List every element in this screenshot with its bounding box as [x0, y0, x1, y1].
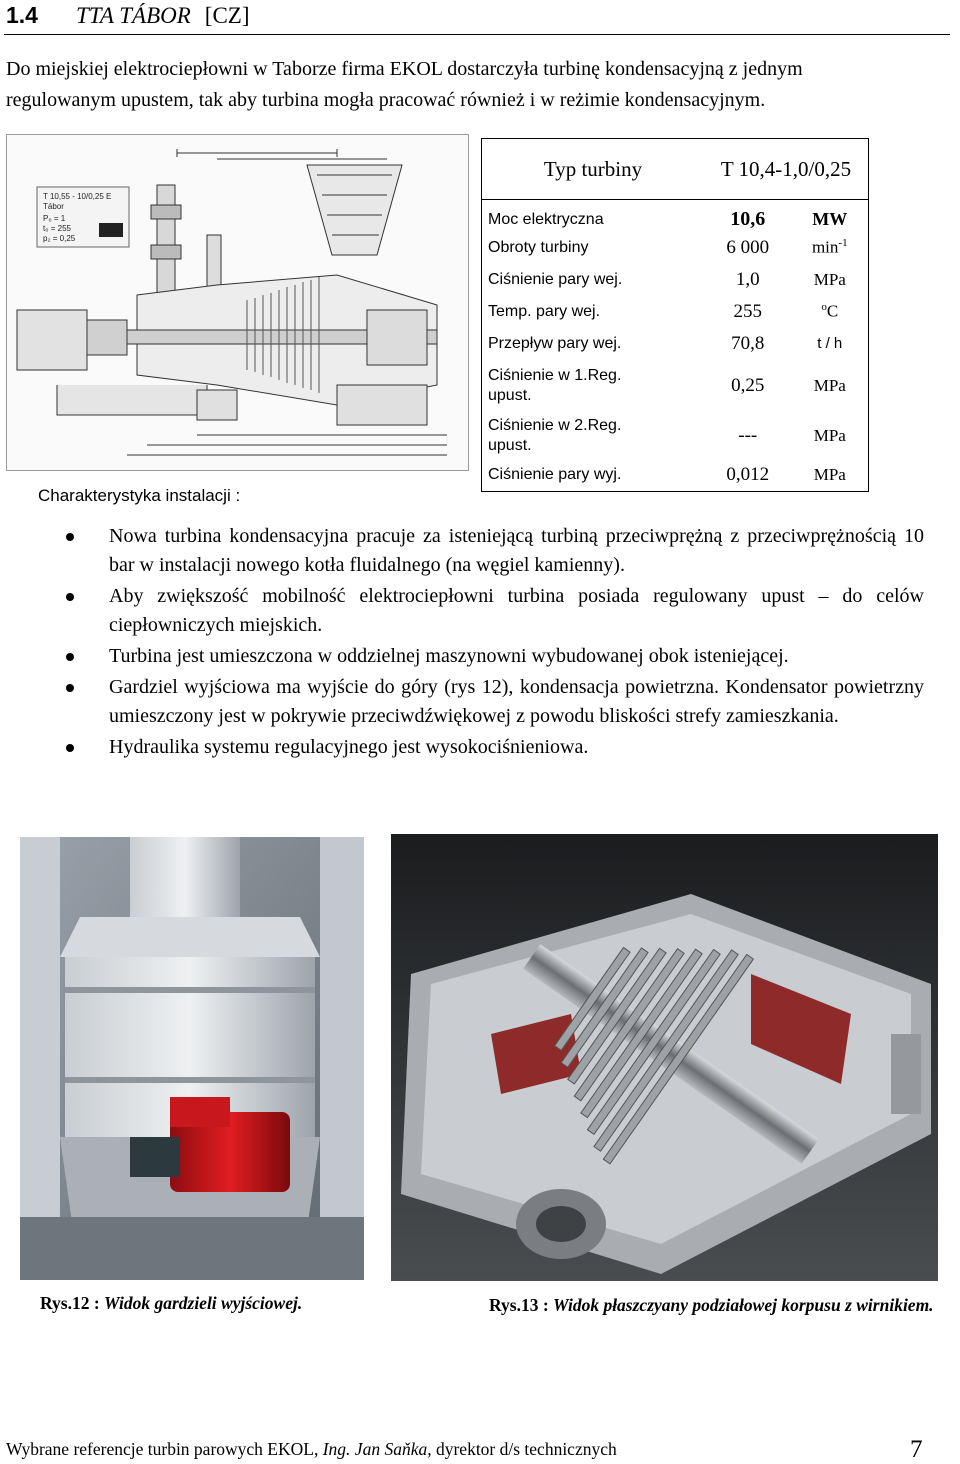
- spec-unit: t / h: [817, 335, 843, 352]
- spec-unit: MPa: [813, 465, 846, 485]
- spec-row: [482, 200, 869, 232]
- spec-value: 0,012: [726, 464, 770, 486]
- stamp-line-4: t₀ = 255: [43, 224, 72, 233]
- spec-row: [482, 460, 869, 492]
- page-footer: [6, 1439, 617, 1460]
- spec-label: Obroty turbiny: [488, 238, 589, 256]
- bullet-dot-icon: [66, 744, 74, 752]
- spec-unit: MPa: [813, 375, 846, 395]
- bullet-text: Gardziel wyjściowa ma wyjście do góry (rys 12), kondensacja powietrzna. Kondensator powietrzny umieszczony jest w pokrywie przeciwdźwiękowej z powodu bliskości strefy zamieszkania.: [109, 676, 924, 727]
- spec-label: Moc elektryczna: [488, 210, 604, 228]
- turbine-drawing-svg: [7, 135, 468, 470]
- bullet-dot-icon: [66, 684, 74, 692]
- exhaust-neck-photo-svg: [20, 837, 364, 1280]
- section-country: [CZ]: [204, 3, 250, 28]
- figure-12-caption: [40, 1293, 302, 1314]
- bullet-text: Aby zwiększość mobilność elektrociepłowni turbina posiada regulowany upust – do celów ciepłowniczych miejskich.: [109, 585, 924, 636]
- turbine-section-drawing: [6, 134, 469, 471]
- page-number: 7: [910, 1436, 923, 1463]
- bullet-item: [66, 642, 924, 671]
- spec-unit-exponent: -1: [838, 237, 848, 250]
- bullet-item: [66, 522, 924, 580]
- fig12-label: Rys.12 :: [40, 1293, 105, 1313]
- bullet-text: Turbina jest umieszczona w oddzielnej maszynowni wybudowanej obok isteniejącej.: [109, 645, 789, 667]
- stamp-line-5: p₂ = 0,25: [43, 234, 76, 243]
- spec-row: [482, 296, 869, 328]
- spec-row: [482, 412, 869, 460]
- casing-rotor-photo-svg: [391, 834, 938, 1281]
- spec-label: Przepływ pary wej.: [488, 334, 622, 352]
- turbine-spec-table: [481, 138, 869, 492]
- bullet-dot-icon: [66, 653, 74, 661]
- spec-value: 1,0: [735, 268, 760, 290]
- bullet-dot-icon: [66, 533, 74, 541]
- bullet-item: [66, 582, 924, 640]
- figure-13-caption: [489, 1293, 939, 1318]
- fig13-text: Widok płaszczyany podziałowej korpusu z wirnikiem.: [553, 1295, 934, 1315]
- spec-unit: MPa: [813, 269, 846, 289]
- section-heading: [6, 2, 426, 32]
- spec-unit: [792, 296, 869, 328]
- feature-bullet-list: [66, 522, 924, 762]
- stamp-line-2: Tábor: [43, 202, 64, 211]
- spec-value: ---: [738, 424, 758, 446]
- fig12-text: Widok gardzieli wyjściowej.: [104, 1293, 303, 1313]
- spec-unit: [792, 232, 869, 264]
- spec-row: [482, 360, 869, 412]
- spec-header-label: Typ turbiny: [482, 139, 705, 200]
- spec-label: Temp. pary wej.: [488, 302, 601, 320]
- spec-header-row: [482, 139, 869, 200]
- spec-header-value: T 10,4-1,0/0,25: [704, 139, 869, 200]
- stamp-line-1: T 10,55 - 10/0,25 E: [43, 192, 112, 201]
- spec-row: [482, 328, 869, 360]
- spec-row: [482, 264, 869, 296]
- fig13-label: Rys.13 :: [489, 1295, 554, 1315]
- footer-prefix: Wybrane referencje turbin parowych EKOL,: [6, 1439, 323, 1459]
- section-title: TTA TÁBOR: [75, 3, 191, 28]
- section-number: 1.4: [6, 2, 38, 28]
- spec-unit-base: C: [826, 301, 839, 321]
- spec-label: Ciśnienie w 1.Reg. upust.: [488, 366, 622, 404]
- spec-value: 6 000: [726, 236, 770, 258]
- spec-unit-base: min: [811, 237, 839, 257]
- spec-unit: MPa: [813, 425, 846, 445]
- spec-label: Ciśnienie w 2.Reg. upust.: [488, 416, 622, 454]
- bullet-item: [66, 733, 924, 762]
- bullet-text: Nowa turbina kondensacyjna pracuje za isteniejącą turbiną przeciwprężną z przeciwprężnością 10 bar w instalacji nowego kotła fluidalnego (na węgiel kamienny).: [109, 525, 924, 576]
- footer-suffix: dyrektor d/s technicznych: [431, 1439, 617, 1459]
- spec-label: Ciśnienie pary wyj.: [488, 466, 622, 484]
- spec-row: [482, 232, 869, 264]
- spec-unit: MW: [812, 209, 848, 230]
- bullet-text: Hydraulika systemu regulacyjnego jest wysokociśnieniowa.: [109, 736, 589, 758]
- spec-unit-degree: o: [821, 301, 827, 314]
- exhaust-neck-photo: [20, 837, 364, 1280]
- intro-paragraph: Do miejskiej elektrociepłowni w Taborze firma EKOL dostarczyła turbinę kondensacyjną z jednym regulowanym upustem, tak aby turbina mogła pracować również i w reżimie kondensacyjnym.: [6, 58, 803, 111]
- spec-value: 0,25: [731, 374, 765, 396]
- stamp-line-3: P₀ = 1: [43, 214, 66, 223]
- footer-author: Ing. Jan Saňka,: [322, 1439, 432, 1459]
- spec-value: 70,8: [731, 332, 765, 354]
- spec-value: 255: [733, 300, 763, 322]
- heading-divider: [4, 34, 950, 35]
- bullet-dot-icon: [66, 593, 74, 601]
- spec-value: 10,6: [730, 208, 766, 231]
- spec-label: Ciśnienie pary wej.: [488, 270, 623, 288]
- installation-characteristic-label: Charakterystyka instalacji :: [38, 486, 241, 505]
- bullet-item: [66, 673, 924, 731]
- casing-rotor-photo: [391, 834, 938, 1281]
